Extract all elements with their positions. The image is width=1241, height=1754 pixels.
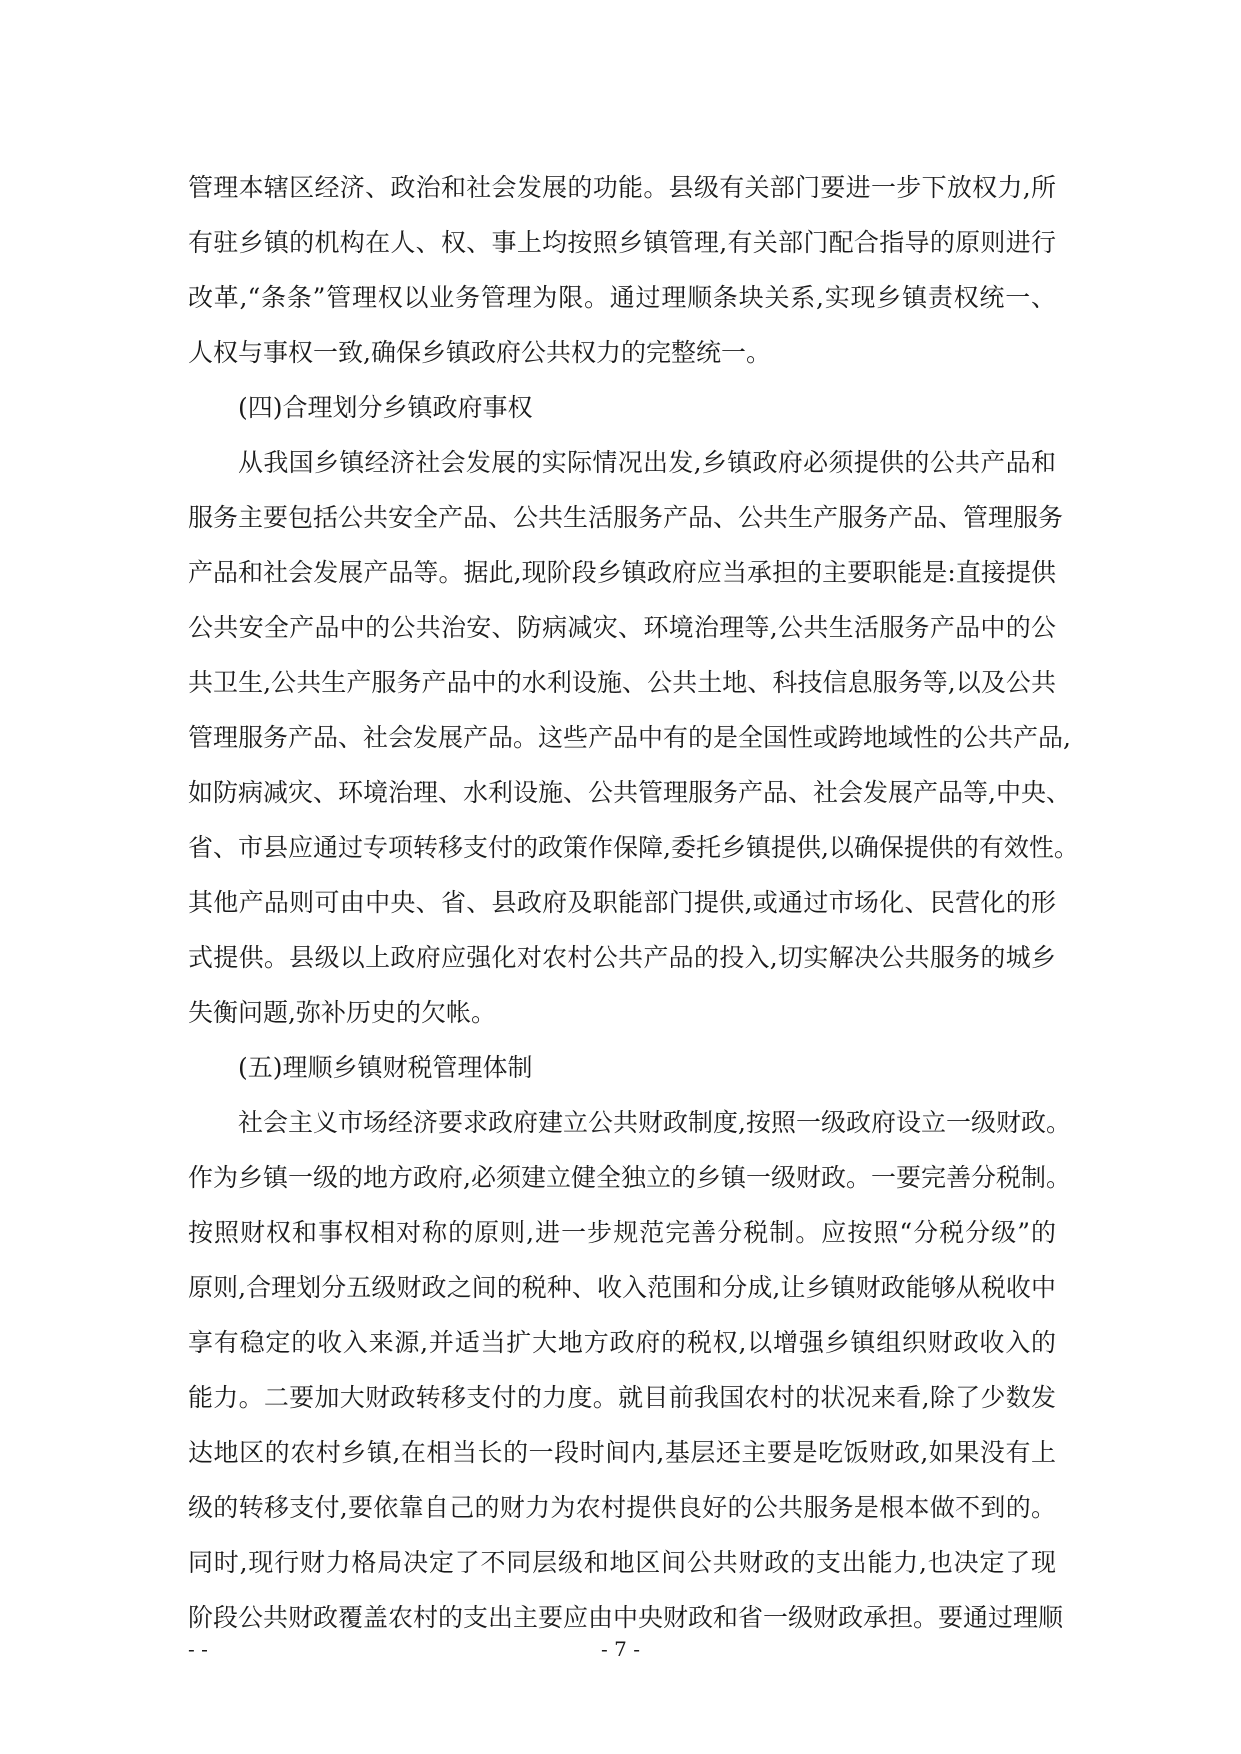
text-line: 同时,现行财力格局决定了不同层级和地区间公共财政的支出能力,也决定了现 [188,1548,1056,1577]
text-line: 人权与事权一致,确保乡镇政府公共权力的完整统一。 [188,338,771,367]
text-line: 产品和社会发展产品等。据此,现阶段乡镇政府应当承担的主要职能是:直接提供 [188,558,1056,587]
section-heading-5: (五)理顺乡镇财税管理体制 [238,1053,533,1082]
text-line: 按照财权和事权相对称的原则,进一步规范完善分税制。应按照“分税分级”的 [188,1218,1056,1247]
text-line: 从我国乡镇经济社会发展的实际情况出发,乡镇政府必须提供的公共产品和 [238,448,1056,477]
text-line: 共卫生,公共生产服务产品中的水利设施、公共土地、科技信息服务等,以及公共 [188,668,1056,697]
text-line: 式提供。县级以上政府应强化对农村公共产品的投入,切实解决公共服务的城乡 [188,943,1056,972]
text-line: 服务主要包括公共安全产品、公共生活服务产品、公共生产服务产品、管理服务 [188,503,1064,532]
footer-left-mark: - - [188,1637,208,1661]
text-line: 社会主义市场经济要求政府建立公共财政制度,按照一级政府设立一级财政。 [238,1108,1071,1137]
text-line: 如防病减灾、环境治理、水利设施、公共管理服务产品、社会发展产品等,中央、 [188,778,1071,807]
text-line: 有驻乡镇的机构在人、权、事上均按照乡镇管理,有关部门配合指导的原则进行 [188,228,1056,257]
text-line: 能力。二要加大财政转移支付的力度。就目前我国农村的状况来看,除了少数发 [188,1383,1056,1412]
text-line: 级的转移支付,要依靠自己的财力为农村提供良好的公共服务是根本做不到的。 [188,1493,1056,1522]
text-line: 作为乡镇一级的地方政府,必须建立健全独立的乡镇一级财政。一要完善分税制。 [188,1163,1071,1192]
body-text [188,160,1079,1645]
text-line: 原则,合理划分五级财政之间的税种、收入范围和分成,让乡镇财政能够从税收中 [188,1273,1056,1302]
text-line: 公共安全产品中的公共治安、防病减灾、环境治理等,公共生活服务产品中的公 [188,613,1056,642]
text-line: 其他产品则可由中央、省、县政府及职能部门提供,或通过市场化、民营化的形 [188,888,1056,917]
text-line: 省、市县应通过专项转移支付的政策作保障,委托乡镇提供,以确保提供的有效性。 [188,833,1079,862]
text-line: 失衡问题,弥补历史的欠帐。 [188,998,496,1027]
page-number: - 7 - [601,1637,640,1661]
text-line: 改革,“条条”管理权以业务管理为限。通过理顺条块关系,实现乡镇责权统一、 [188,283,1056,312]
text-line: 享有稳定的收入来源,并适当扩大地方政府的税权,以增强乡镇组织财政收入的 [188,1328,1056,1357]
text-line: 管理服务产品、社会发展产品。这些产品中有的是全国性或跨地域性的公共产品, [188,723,1071,752]
text-line: 达地区的农村乡镇,在相当长的一段时间内,基层还主要是吃饭财政,如果没有上 [188,1438,1056,1467]
section-heading-4: (四)合理划分乡镇政府事权 [238,393,533,422]
text-line: 管理本辖区经济、政治和社会发展的功能。县级有关部门要进一步下放权力,所 [188,173,1056,202]
text-line: 阶段公共财政覆盖农村的支出主要应由中央财政和省一级财政承担。要通过理顺 [188,1603,1064,1632]
